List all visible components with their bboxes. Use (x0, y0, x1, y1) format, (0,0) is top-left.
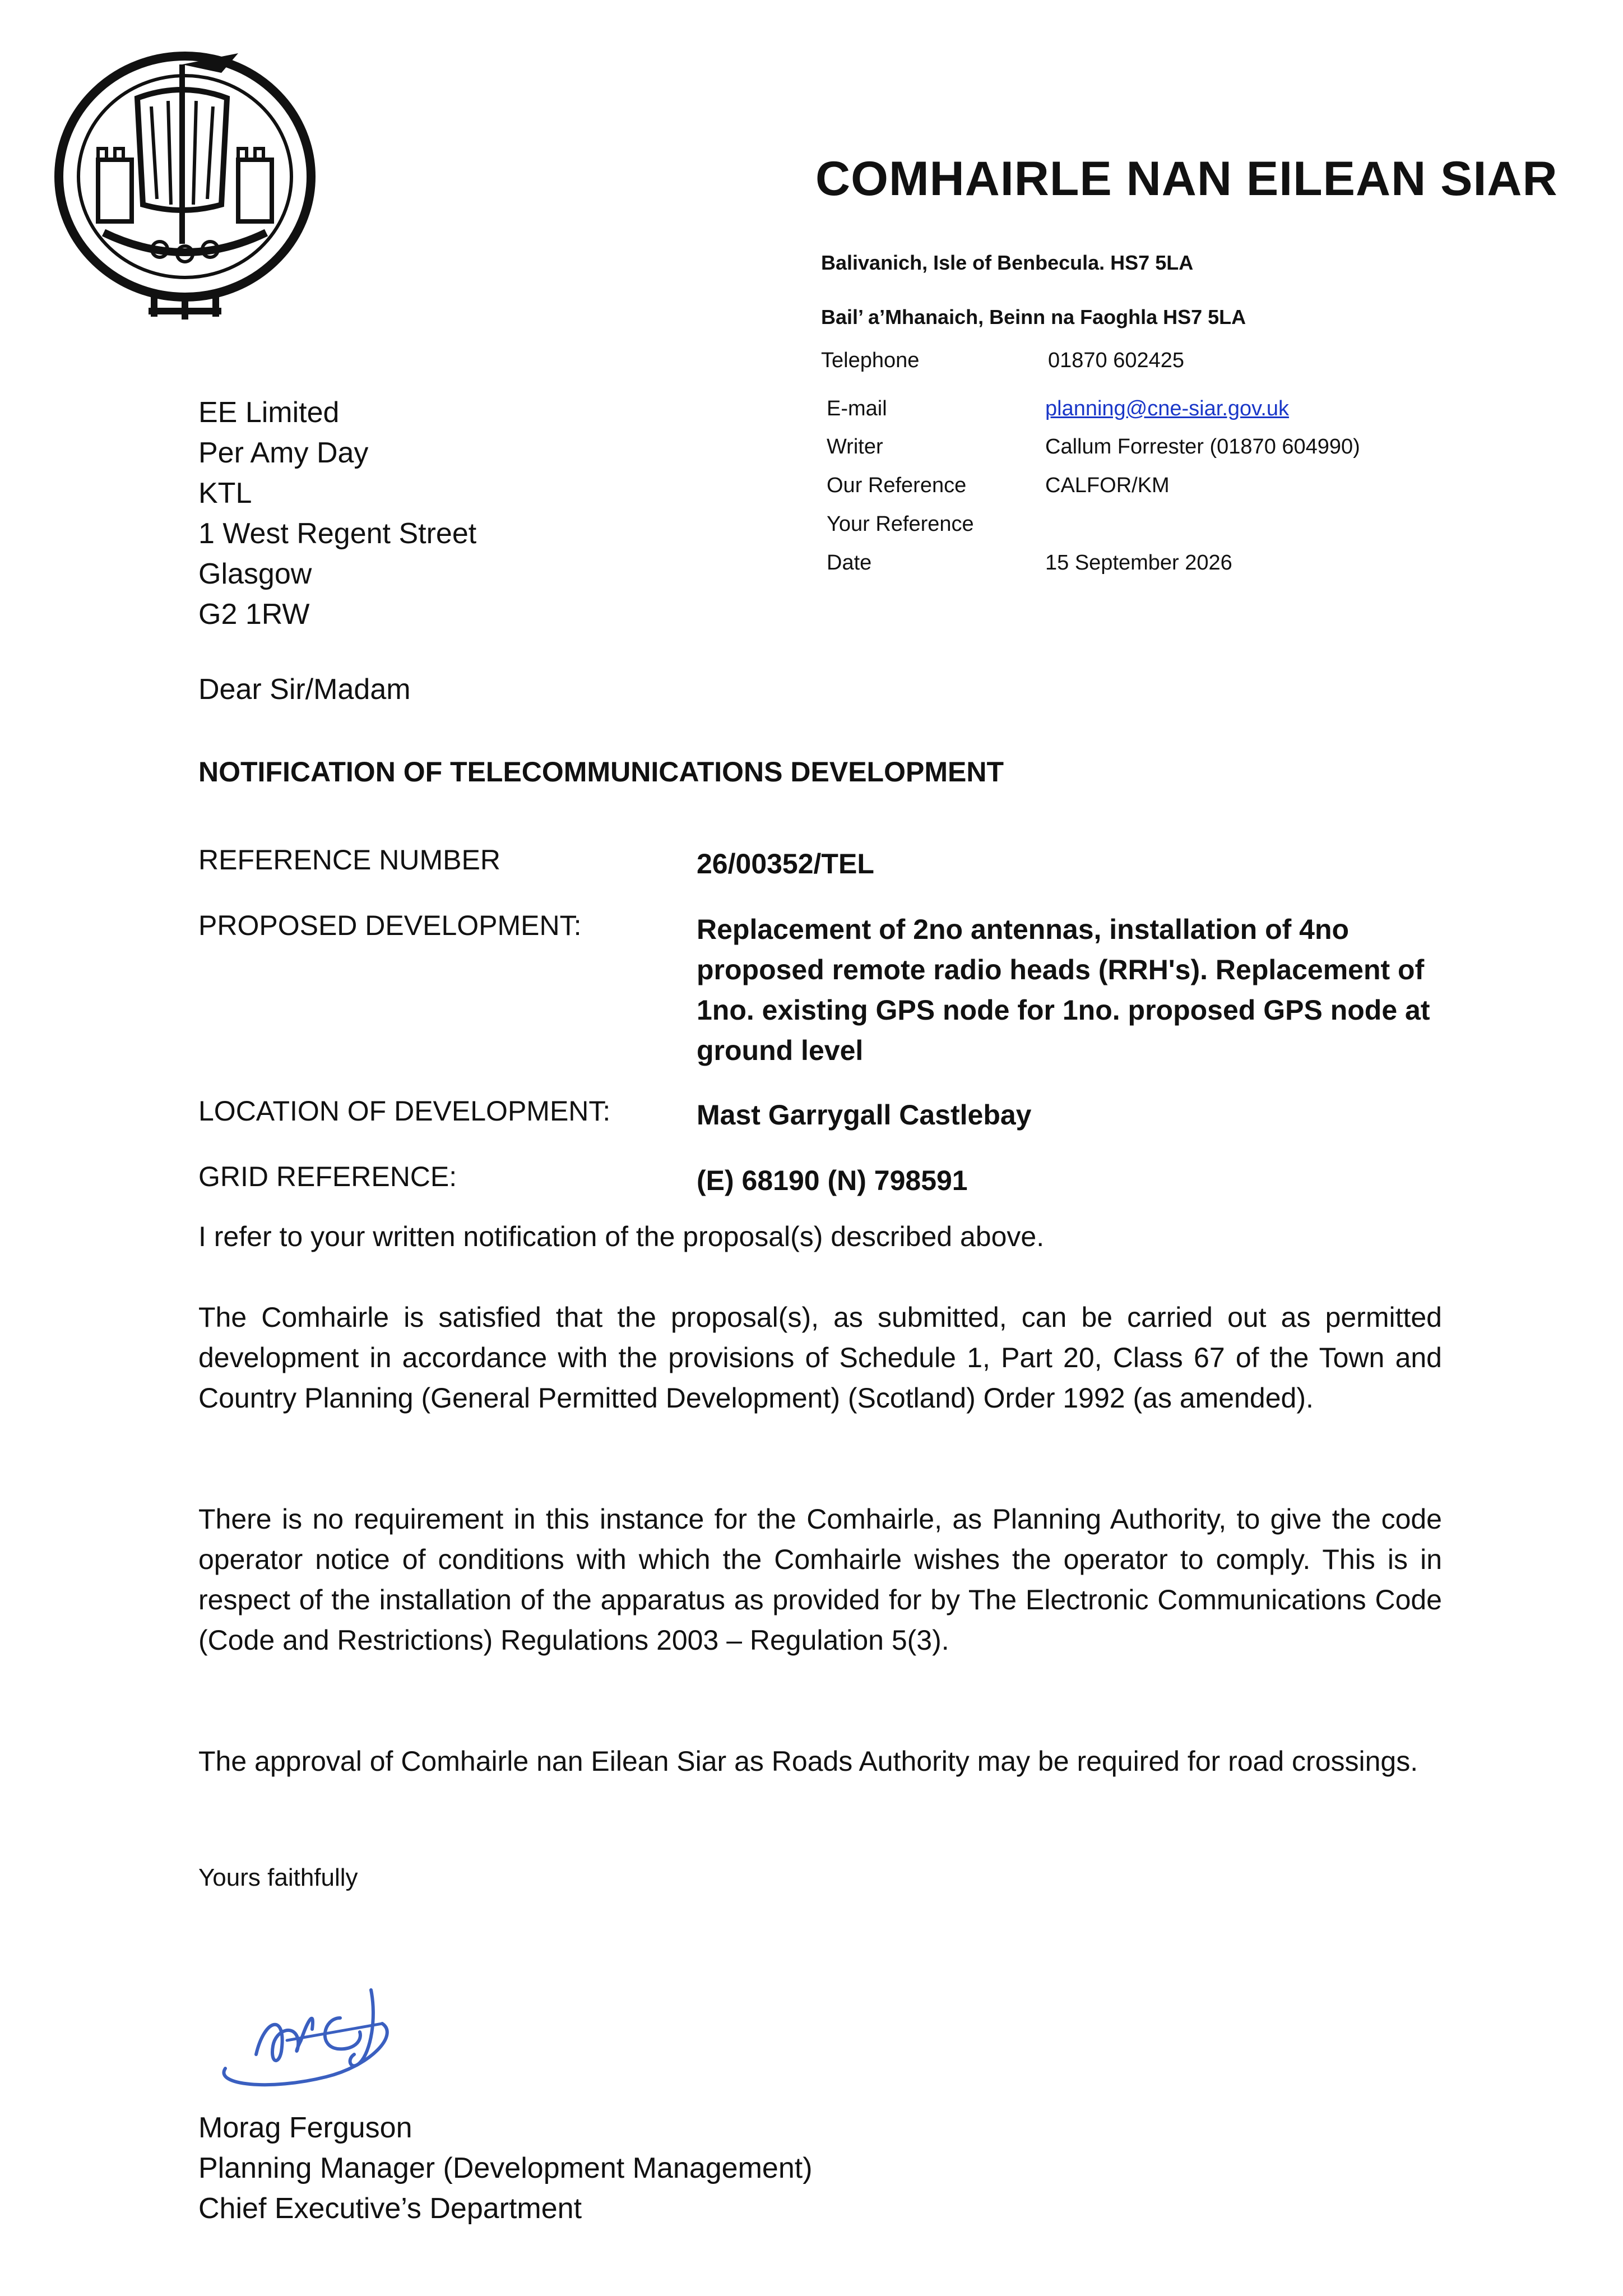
organisation-name: COMHAIRLE NAN EILEAN SIAR (815, 152, 1558, 206)
council-seal-logo-icon (53, 31, 317, 322)
proposed-development-value: Replacement of 2no antennas, installation of 4no proposed remote radio heads (RRH's). Replacement of 1no. existing GPS node for 1no. proposed GPS node at ground level (697, 914, 1430, 1066)
email-label: E-mail (827, 397, 887, 420)
reference-number-value: 26/00352/TEL (697, 848, 874, 879)
closing-phrase: Yours faithfully (198, 1864, 358, 1891)
email-link[interactable]: planning@cne-siar.gov.uk (1045, 397, 1290, 420)
grid-reference-value: (E) 68190 (N) 798591 (697, 1165, 968, 1196)
body-paragraph: The Comhairle is satisfied that the proposal(s), as submitted, can be carried out as permitted development in accordance with the provisions of Schedule 1, Part 20, Class 67 of the Town and Country Planning (General Permitted Development) (Scotland) Order 1992 (as amended). (198, 1302, 1442, 1414)
our-reference-label: Our Reference (827, 474, 967, 497)
your-reference-label: Your Reference (827, 512, 974, 536)
recipient-line: KTL (198, 477, 252, 510)
address-english: Balivanich, Isle of Benbecula. HS7 5LA (821, 251, 1194, 274)
reference-number-label: REFERENCE NUMBER (198, 844, 500, 876)
telephone-label: Telephone (821, 349, 920, 372)
date-label: Date (827, 551, 872, 575)
writer-label: Writer (827, 435, 883, 459)
recipient-address (198, 392, 476, 635)
body-paragraph: There is no requirement in this instance for the Comhairle, as Planning Authority, to give the code operator notice of conditions with which the Comhairle wishes the operator to comply. This is in respect of the installation of the apparatus as provided for by The Electronic Communications Code (Code and Restrictions) Regulations 2003 – Regulation 5(3). (198, 1503, 1442, 1656)
handwritten-signature-icon (203, 1956, 416, 2102)
recipient-line: G2 1RW (198, 598, 310, 631)
our-reference-value: CALFOR/KM (1045, 474, 1170, 497)
signatory-name: Morag Ferguson (198, 2112, 412, 2144)
date-value: 15 September 2026 (1045, 551, 1232, 575)
location-label: LOCATION OF DEVELOPMENT: (198, 1095, 611, 1127)
signatory-block (198, 2108, 813, 2229)
telephone-value: 01870 602425 (1048, 349, 1185, 372)
salutation: Dear Sir/Madam (198, 673, 411, 706)
recipient-line: Glasgow (198, 558, 312, 590)
recipient-line: 1 West Regent Street (198, 517, 477, 550)
proposed-development-label: PROPOSED DEVELOPMENT: (198, 910, 582, 941)
letter-subject: NOTIFICATION OF TELECOMMUNICATIONS DEVELOPMENT (198, 756, 1004, 788)
address-gaelic: Bail’ a’Mhanaich, Beinn na Faoghla HS7 5LA (821, 305, 1246, 328)
recipient-line: EE Limited (198, 396, 340, 429)
writer-value: Callum Forrester (01870 604990) (1045, 435, 1360, 459)
body-paragraph: The approval of Comhairle nan Eilean Siar as Roads Authority may be required for road crossings. (198, 1746, 1418, 1777)
location-value: Mast Garrygall Castlebay (697, 1099, 1032, 1131)
signatory-department: Chief Executive’s Department (198, 2192, 582, 2225)
grid-reference-label: GRID REFERENCE: (198, 1161, 457, 1192)
recipient-line: Per Amy Day (198, 437, 369, 469)
body-paragraph: I refer to your written notification of the proposal(s) described above. (198, 1221, 1045, 1252)
signatory-title: Planning Manager (Development Management) (198, 2152, 813, 2184)
